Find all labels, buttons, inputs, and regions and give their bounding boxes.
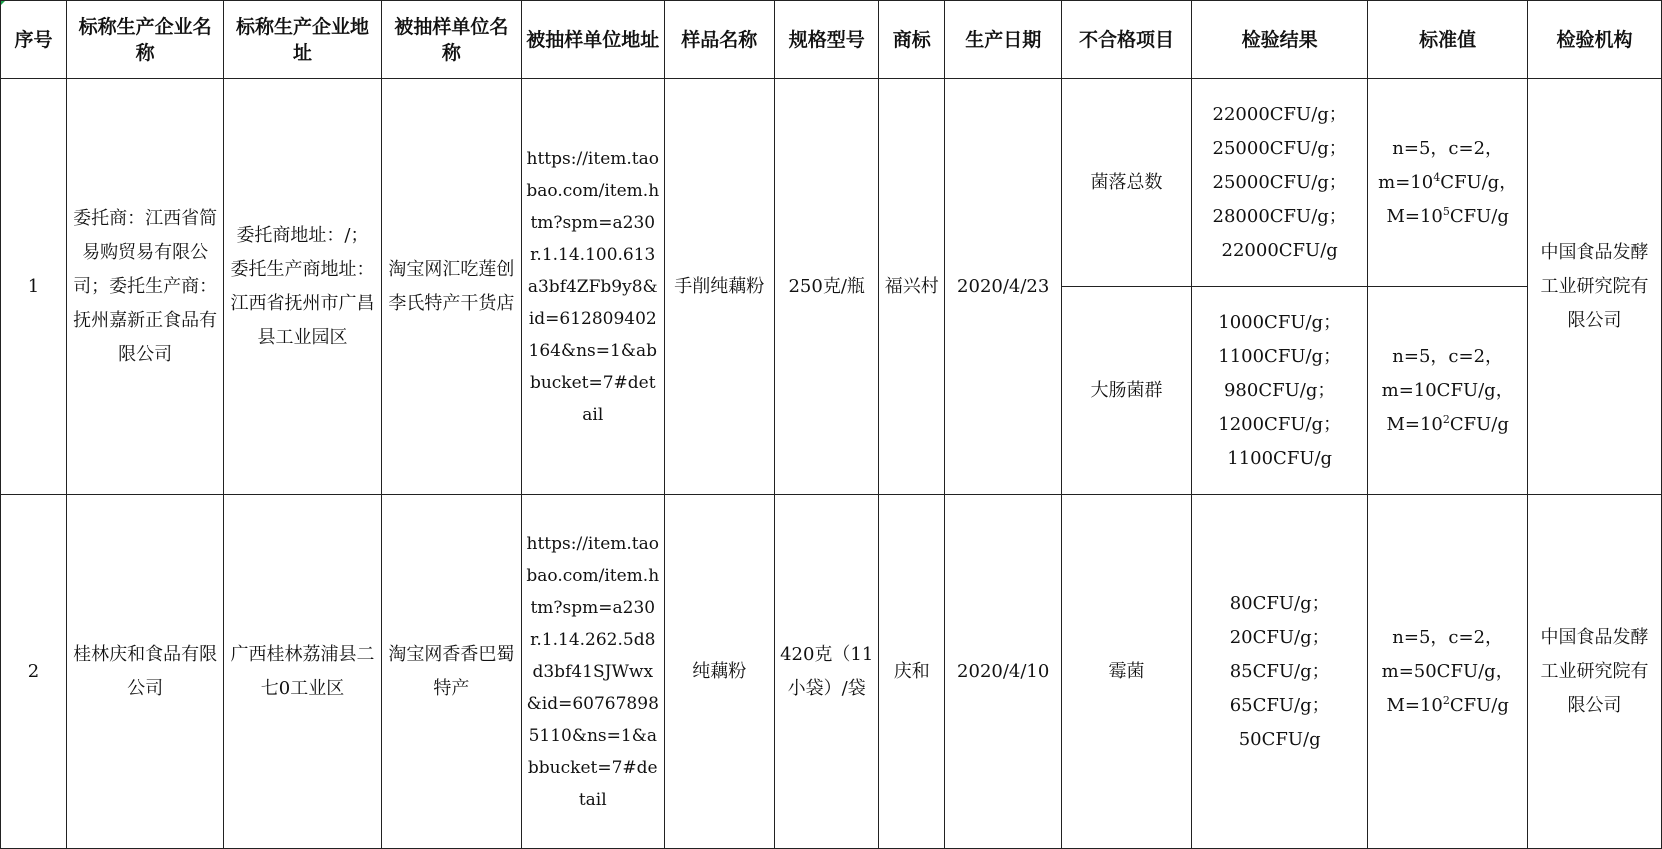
cell-producer-name: 委托商：江西省简易购贸易有限公司；委托生产商：抚州嘉新正食品有限公司 (66, 79, 223, 495)
header-sampled-unit-name: 被抽样单位名称 (381, 1, 521, 79)
cell-institution: 中国食品发酵工业研究院有限公司 (1527, 495, 1661, 849)
cell-production-date: 2020/4/23 (945, 79, 1062, 495)
table-row (1, 495, 1662, 849)
cell-producer-address: 委托商地址：/；委托生产商地址：江西省抚州市广昌县工业园区 (224, 79, 381, 495)
result-line: 1200CFU/g； (1218, 413, 1342, 435)
standard-line: $M=10^2CFU/g$ (1386, 693, 1509, 716)
cell-sampled-unit-name: 淘宝网香香巴蜀特产 (381, 495, 521, 849)
cell-brand: 庆和 (879, 495, 945, 849)
result-line: 22000CFU/g； (1212, 103, 1347, 125)
cell-standard-value (1368, 79, 1528, 287)
result-line: 22000CFU/g (1221, 239, 1338, 261)
header-failed-item: 不合格项目 (1062, 1, 1192, 79)
result-line: 80CFU/g； (1229, 592, 1330, 614)
cell-failed-item: 菌落总数 (1062, 79, 1192, 287)
header-sampled-unit-address: 被抽样单位地址 (522, 1, 664, 79)
header-brand: 商标 (879, 1, 945, 79)
cell-failed-item: 大肠菌群 (1062, 287, 1192, 495)
standard-line: n=5，c=2， (1392, 137, 1504, 159)
result-line: 980CFU/g； (1223, 379, 1336, 401)
result-line: 25000CFU/g； (1212, 137, 1347, 159)
header-spec: 规格型号 (775, 1, 879, 79)
result-line: 28000CFU/g； (1212, 205, 1347, 227)
cell-failed-item: 霉菌 (1062, 495, 1192, 849)
cell-spec: 420克（11小袋）/袋 (775, 495, 879, 849)
result-line: 20CFU/g； (1229, 626, 1330, 648)
standard-line: $m=10^4CFU/g$， (1378, 170, 1518, 193)
result-line: 25000CFU/g； (1212, 171, 1347, 193)
result-line: 1100CFU/g； (1218, 345, 1342, 367)
cell-standard-value (1368, 287, 1528, 495)
standard-line: n=5，c=2， (1392, 626, 1504, 648)
cell-test-result (1191, 79, 1368, 287)
cell-test-result (1191, 495, 1368, 849)
header-producer-address: 标称生产企业地址 (224, 1, 381, 79)
header-sample-name: 样品名称 (664, 1, 775, 79)
header-producer-name: 标称生产企业名称 (66, 1, 223, 79)
cell-producer-name: 桂林庆和食品有限公司 (66, 495, 223, 849)
cell-sample-name: 手削纯藕粉 (664, 79, 775, 495)
standard-line: m=50CFU/g， (1381, 660, 1514, 682)
header-institution: 检验机构 (1527, 1, 1661, 79)
cell-sampled-unit-address: https://item.taobao.com/item.htm?spm=a230r.1.14.262.5d8d3bf41SJWwx&id=607678985110&ns=1&abbucket=7#detail (522, 495, 664, 849)
standard-line: n=5，c=2， (1392, 345, 1504, 367)
result-line: 85CFU/g； (1229, 660, 1330, 682)
cell-producer-address: 广西桂林荔浦县二七0工业区 (224, 495, 381, 849)
result-line: 1100CFU/g (1227, 447, 1333, 469)
cell-test-result (1191, 287, 1368, 495)
header-row (1, 1, 1662, 79)
cell-sample-name: 纯藕粉 (664, 495, 775, 849)
table-row (1, 79, 1662, 287)
standard-line: $M=10^2CFU/g$ (1386, 412, 1509, 435)
cell-sampled-unit-address: https://item.taobao.com/item.htm?spm=a230r.1.14.100.613a3bf4ZFb9y8&id=612809402164&ns=1&abbucket=7#detail (522, 79, 664, 495)
cell-seq: 1 (1, 79, 67, 495)
standard-line: m=10CFU/g， (1381, 379, 1514, 401)
cell-seq: 2 (1, 495, 67, 849)
cell-brand: 福兴村 (879, 79, 945, 495)
cell-institution: 中国食品发酵工业研究院有限公司 (1527, 79, 1661, 495)
result-line: 65CFU/g； (1229, 694, 1330, 716)
result-line: 1000CFU/g； (1218, 311, 1342, 333)
cell-spec: 250克/瓶 (775, 79, 879, 495)
header-seq: 序号 (1, 1, 67, 79)
header-standard-value: 标准值 (1368, 1, 1528, 79)
header-test-result: 检验结果 (1191, 1, 1368, 79)
standard-line: $M=10^5CFU/g$ (1386, 204, 1509, 227)
cell-sampled-unit-name: 淘宝网汇吃莲创李氏特产干货店 (381, 79, 521, 495)
cell-production-date: 2020/4/10 (945, 495, 1062, 849)
result-line: 50CFU/g (1238, 728, 1321, 750)
cell-standard-value (1368, 495, 1528, 849)
header-production-date: 生产日期 (945, 1, 1062, 79)
